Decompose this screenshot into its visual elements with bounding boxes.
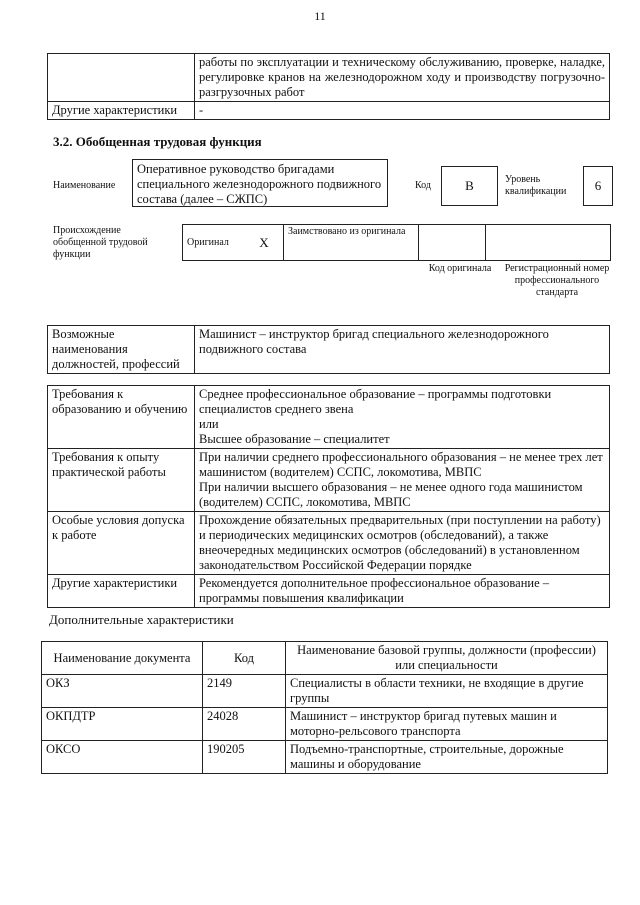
origin-label: Происхождение обобщенной трудовой функции bbox=[53, 225, 148, 260]
req-other-label: Другие характеристики bbox=[48, 575, 195, 608]
doc-cell: ОКПДТР bbox=[42, 708, 203, 741]
code-box bbox=[441, 166, 498, 206]
table-row bbox=[48, 326, 610, 374]
level-value: 6 bbox=[594, 178, 602, 193]
level-label: Уровень квалификации bbox=[505, 174, 567, 197]
top-table bbox=[47, 53, 610, 120]
code-original-label: Код оригинала bbox=[428, 263, 492, 274]
doc-cell: ОКСО bbox=[42, 741, 203, 774]
req-conditions-label: Особые условия допуска к работе bbox=[48, 512, 195, 575]
function-name: Оперативное руководство бригадами специального железнодорожного подвижного состава (далее – СЖПС) bbox=[137, 162, 382, 206]
page-number: 11 bbox=[314, 9, 326, 23]
original-label: Оригинал bbox=[183, 225, 246, 261]
code-original-cell bbox=[419, 225, 486, 261]
req-education-line: Высшее образование – специалитет bbox=[199, 432, 390, 446]
req-other-line: Рекомендуется дополнительное профессиональное образование – программы повышения квалификации bbox=[199, 576, 550, 605]
header-code: Код bbox=[203, 642, 286, 675]
positions-label: Возможные наименования должностей, профессий bbox=[48, 326, 195, 374]
req-other-value bbox=[195, 575, 610, 608]
top-row-text: работы по эксплуатации и техническому обслуживанию, проверке, наладке, регулировке кранов на железнодорожном ходу и производству погрузочно-разгрузочных работ bbox=[195, 54, 610, 102]
table-row bbox=[42, 675, 608, 708]
origin-table bbox=[182, 224, 611, 261]
doc-cell: ОКЗ bbox=[42, 675, 203, 708]
header-name: Наименование базовой группы, должности (профессии) или специальности bbox=[286, 642, 608, 675]
table-row bbox=[48, 54, 610, 102]
reg-number-label: Регистрационный номер профессионального стандарта bbox=[504, 263, 610, 298]
req-conditions-line: Прохождение обязательных предварительных (при поступлении на работу) и периодических медицинских осмотров (обследований), а также внеочередных медицинских осмотров (обследований) в установленном законодательством Российской Федерации порядке bbox=[199, 513, 601, 572]
table-row bbox=[48, 575, 610, 608]
code-label: Код bbox=[415, 180, 431, 191]
req-experience-line: При наличии среднего профессионального образования – не менее трех лет машинистом (водителем) ССПС, локомотива, МВПС bbox=[199, 450, 603, 479]
req-education-line: Среднее профессиональное образование – программы подготовки специалистов среднего звена bbox=[199, 387, 552, 416]
code-cell: 2149 bbox=[203, 675, 286, 708]
req-education-value bbox=[195, 386, 610, 449]
req-experience-line: При наличии высшего образования – не менее одного года машинистом (водителем) ССПС, локомотива, МВПС bbox=[199, 480, 583, 509]
name-label: Наименование bbox=[53, 180, 116, 191]
header-document: Наименование документа bbox=[42, 642, 203, 675]
req-education-label: Требования к образованию и обучению bbox=[48, 386, 195, 449]
req-experience-label: Требования к опыту практической работы bbox=[48, 449, 195, 512]
reg-number-cell bbox=[486, 225, 611, 261]
additional-table bbox=[41, 641, 608, 774]
req-experience-value bbox=[195, 449, 610, 512]
additional-title: Дополнительные характеристики bbox=[49, 612, 234, 627]
code-cell: 190205 bbox=[203, 741, 286, 774]
table-row bbox=[48, 386, 610, 449]
table-row bbox=[48, 449, 610, 512]
table-row bbox=[42, 741, 608, 774]
borrowed-label: Заимствовано из оригинала bbox=[284, 225, 419, 261]
function-name-box bbox=[132, 159, 388, 207]
table-row bbox=[48, 102, 610, 120]
positions-value: Машинист – инструктор бригад специального железнодорожного подвижного состава bbox=[195, 326, 610, 374]
other-characteristics-value: - bbox=[195, 102, 610, 120]
level-box bbox=[583, 166, 613, 206]
positions-table bbox=[47, 325, 610, 374]
code-value: B bbox=[465, 178, 474, 193]
table-row bbox=[42, 708, 608, 741]
name-cell: Подъемно-транспортные, строительные, дорожные машины и оборудование bbox=[286, 741, 608, 774]
top-row-label bbox=[48, 54, 195, 102]
name-cell: Машинист – инструктор бригад путевых машин и моторно-рельсового транспорта bbox=[286, 708, 608, 741]
table-header-row bbox=[42, 642, 608, 675]
original-mark: X bbox=[245, 225, 284, 261]
other-characteristics-label: Другие характеристики bbox=[48, 102, 195, 120]
requirements-table bbox=[47, 385, 610, 608]
code-cell: 24028 bbox=[203, 708, 286, 741]
section-title: 3.2. Обобщенная трудовая функция bbox=[53, 134, 262, 149]
table-row bbox=[48, 512, 610, 575]
name-cell: Специалисты в области техники, не входящие в другие группы bbox=[286, 675, 608, 708]
req-conditions-value bbox=[195, 512, 610, 575]
req-education-line: или bbox=[199, 417, 219, 431]
